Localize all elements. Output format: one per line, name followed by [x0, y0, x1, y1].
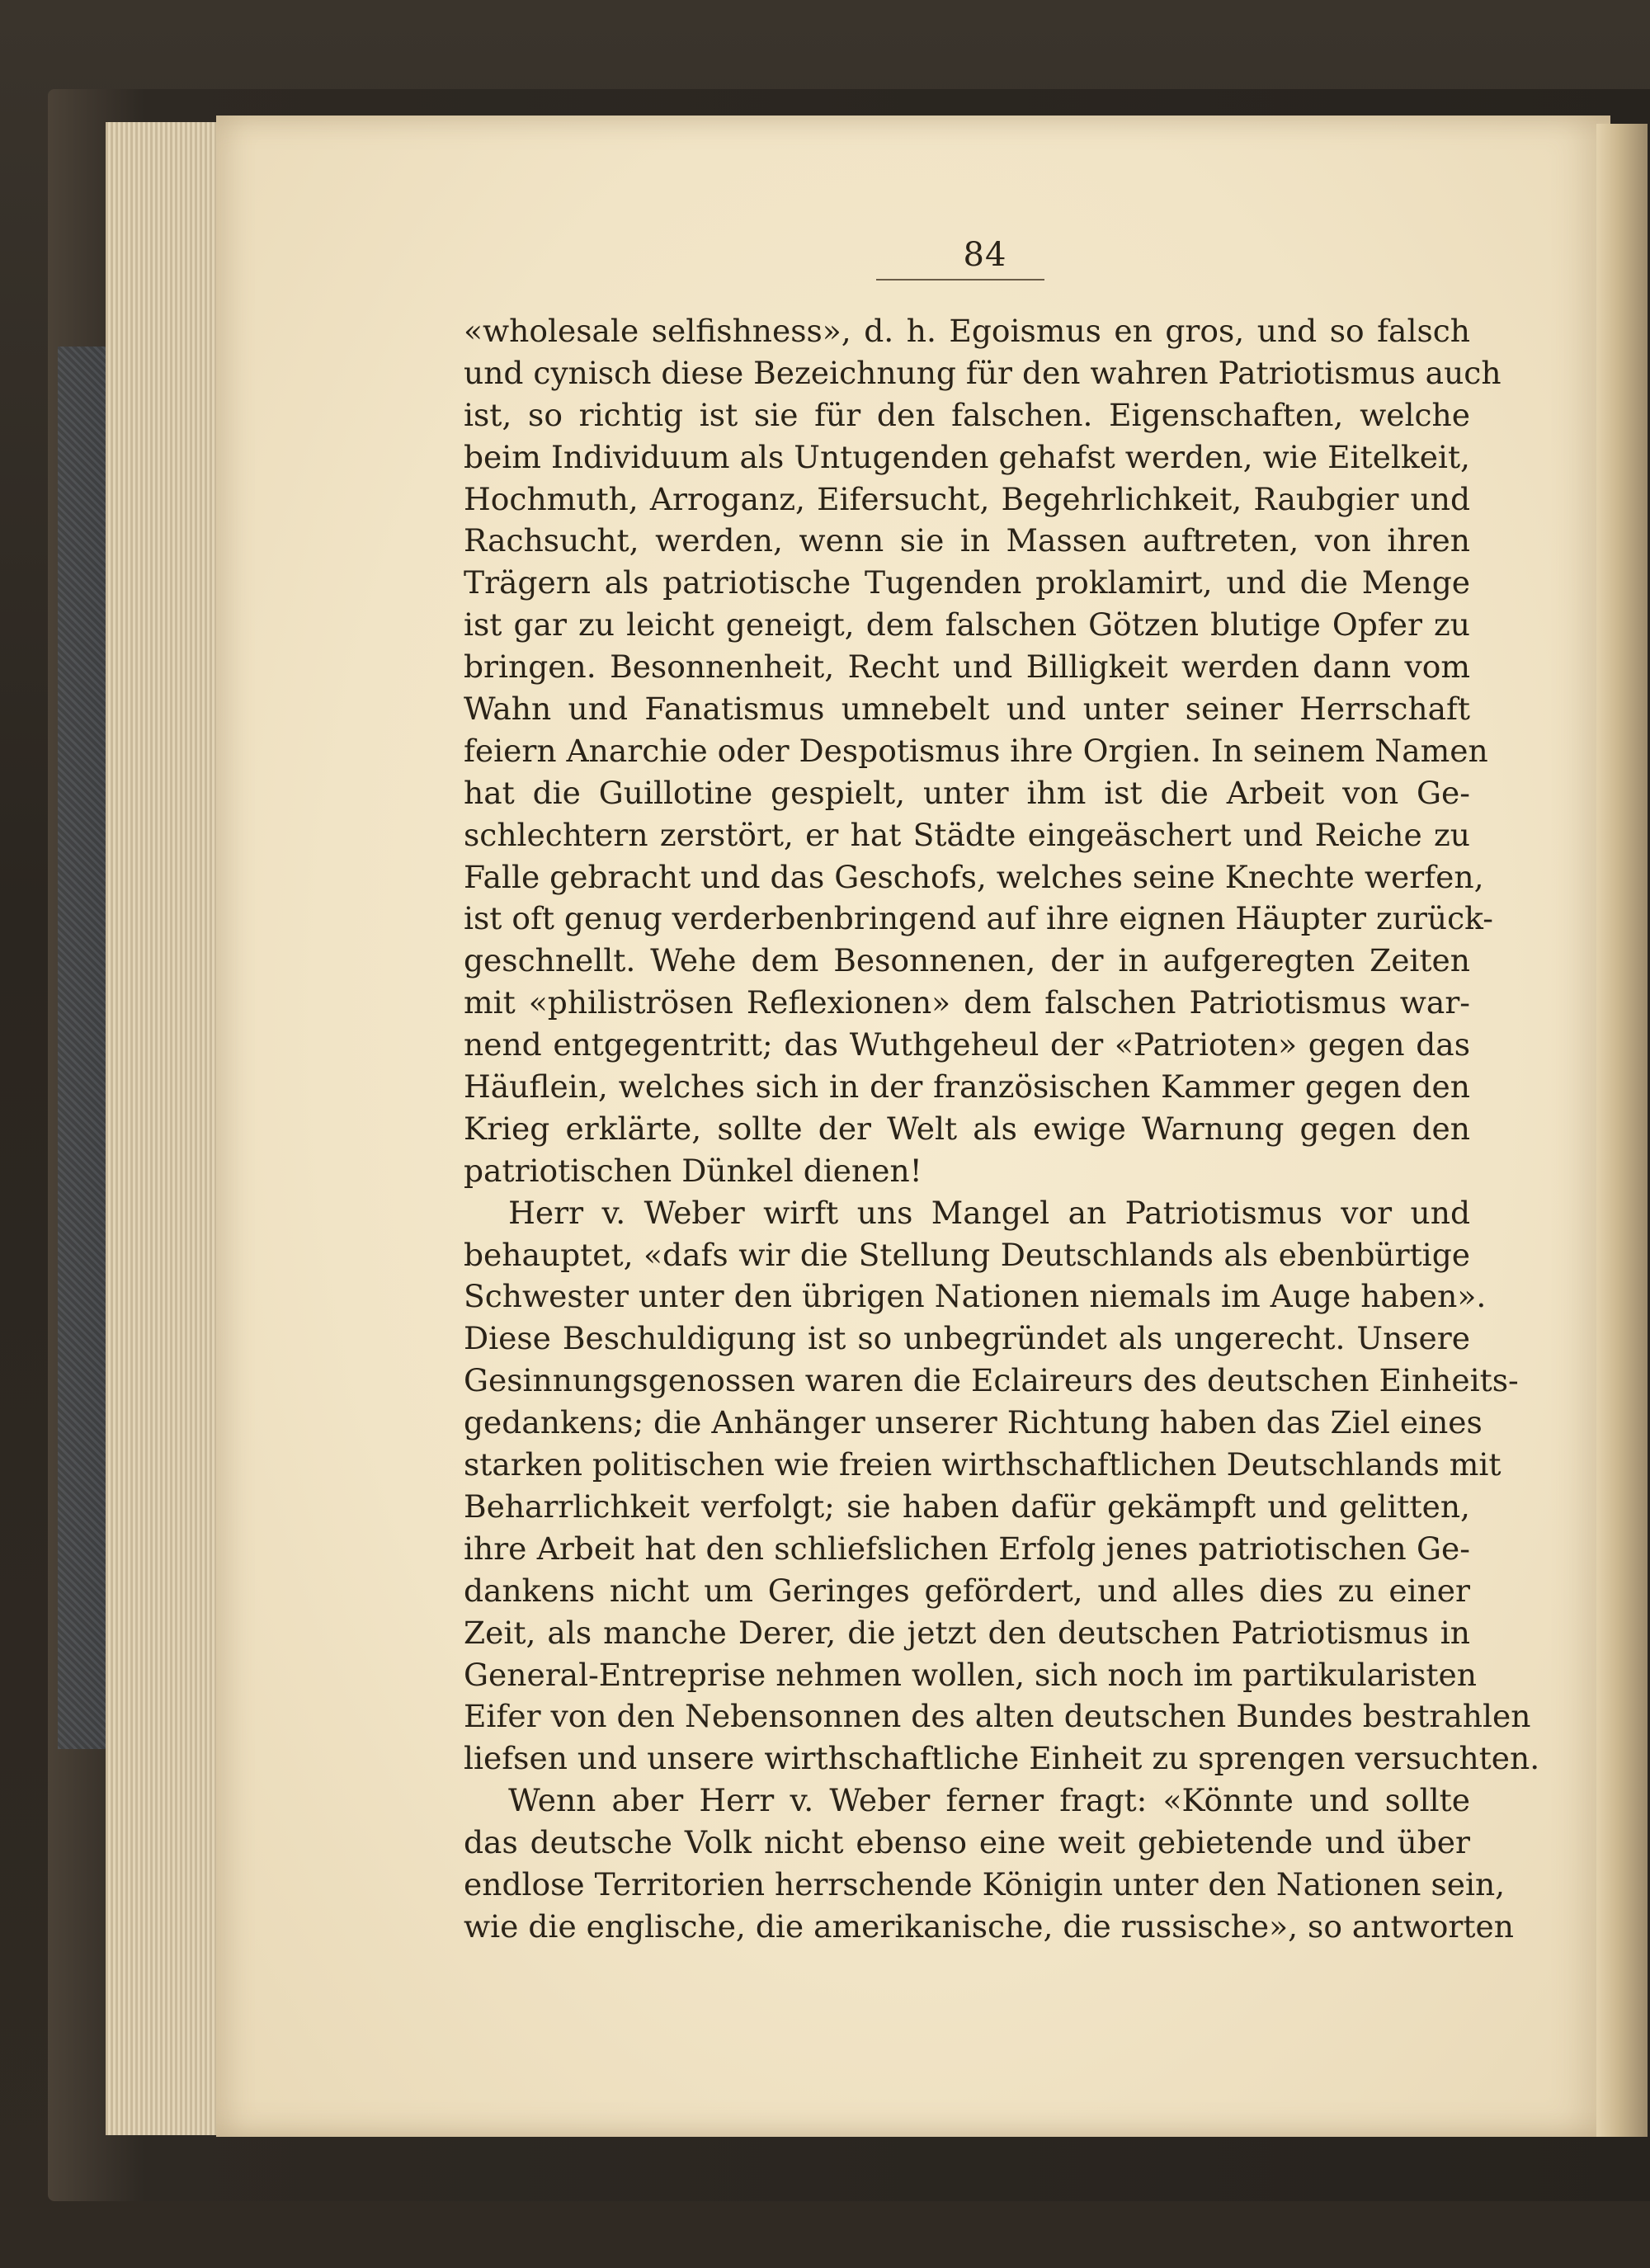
text-line: gedankens; die Anhänger unserer Richtung haben das Ziel eines	[464, 1404, 1483, 1441]
text-line: Krieg erklärte, sollte der Welt als ewige Warnung gegen den	[464, 1110, 1470, 1147]
text-line: beim Individuum als Untugenden gehafst werden, wie Eitelkeit,	[464, 438, 1470, 475]
text-line: Wenn aber Herr v. Weber ferner fragt: «Könnte und sollte	[508, 1782, 1470, 1819]
text-line: geschnellt. Wehe dem Besonnenen, der in aufgeregten Zeiten	[464, 942, 1470, 979]
text-line: behauptet, «dafs wir die Stellung Deutschlands als ebenbürtige	[464, 1236, 1470, 1273]
text-line: ihre Arbeit hat den schliefslichen Erfolg jenes patriotischen Ge-	[464, 1530, 1470, 1567]
text-line: Falle gebracht und das Geschofs, welches seine Knechte werfen,	[464, 858, 1484, 895]
text-line: ist, so richtig ist sie für den falschen. Eigenschaften, welche	[464, 396, 1470, 433]
text-line: liefsen und unsere wirthschaftliche Einheit zu sprengen versuchten.	[464, 1740, 1540, 1777]
text-line: wie die englische, die amerikanische, die russische», so antworten	[464, 1907, 1514, 1945]
text-line: endlose Territorien herrschende Königin unter den Nationen sein,	[464, 1865, 1506, 1903]
text-line: nend entgegentritt; das Wuthgeheul der «Patrioten» gegen das	[464, 1026, 1470, 1063]
text-line: Rachsucht, werden, wenn sie in Massen auftreten, von ihren	[464, 522, 1470, 559]
text-line: Herr v. Weber wirft uns Mangel an Patriotismus vor und	[508, 1194, 1470, 1231]
text-line: patriotischen Dünkel dienen!	[464, 1152, 922, 1189]
text-line: General-Entreprise nehmen wollen, sich noch im partikularisten	[464, 1656, 1477, 1693]
text-line: Häuflein, welches sich in der französischen Kammer gegen den	[464, 1068, 1470, 1106]
text-line: Beharrlichkeit verfolgt; sie haben dafür gekämpft und gelitten,	[464, 1488, 1470, 1525]
text-line: feiern Anarchie oder Despotismus ihre Orgien. In seinem Namen	[464, 732, 1488, 769]
text-line: Zeit, als manche Derer, die jetzt den deutschen Patriotismus in	[464, 1614, 1470, 1651]
text-line: Eifer von den Nebensonnen des alten deutschen Bundes bestrahlen	[464, 1698, 1531, 1735]
text-line: «wholesale selfishness», d. h. Egoismus en gros, und so falsch	[464, 313, 1470, 349]
text-line: schlechtern zerstört, er hat Städte eingeäschert und Reiche zu	[464, 816, 1470, 853]
text-line: ist oft genug verderbenbringend auf ihre eignen Häupter zurück-	[464, 900, 1493, 937]
book-gutter	[1596, 124, 1648, 2137]
page-edges	[106, 122, 229, 2135]
text-line: dankens nicht um Geringes gefördert, und alles dies zu einer	[464, 1572, 1470, 1609]
page-number-rule	[876, 279, 1044, 281]
text-line: das deutsche Volk nicht ebenso eine weit gebietende und über	[464, 1824, 1470, 1861]
text-line: Diese Beschuldigung ist so unbegründet als ungerecht. Unsere	[464, 1320, 1470, 1357]
text-line: und cynisch diese Bezeichnung für den wahren Patriotismus auch	[464, 354, 1502, 391]
text-line: ist gar zu leicht geneigt, dem falschen Götzen blutige Opfer zu	[464, 606, 1470, 644]
text-line: Trägern als patriotische Tugenden proklamirt, und die Menge	[464, 564, 1470, 601]
text-line: Gesinnungsgenossen waren die Eclaireurs des deutschen Einheits-	[464, 1362, 1519, 1399]
text-line: Schwester unter den übrigen Nationen niemals im Auge haben».	[464, 1278, 1487, 1315]
text-line: Wahn und Fanatismus umnebelt und unter seiner Herrschaft	[464, 691, 1470, 728]
page-number: 84	[963, 236, 1007, 274]
text-line: mit «philiströsen Reflexionen» dem falschen Patriotismus war-	[464, 984, 1470, 1021]
text-line: bringen. Besonnenheit, Recht und Billigkeit werden dann vom	[464, 648, 1470, 686]
text-line: hat die Guillotine gespielt, unter ihm ist die Arbeit von Ge-	[464, 774, 1470, 811]
text-line: starken politischen wie freien wirthschaftlichen Deutschlands mit	[464, 1446, 1502, 1483]
body-text	[464, 310, 1540, 1948]
text-line: Hochmuth, Arroganz, Eifersucht, Begehrlichkeit, Raubgier und	[464, 480, 1470, 517]
